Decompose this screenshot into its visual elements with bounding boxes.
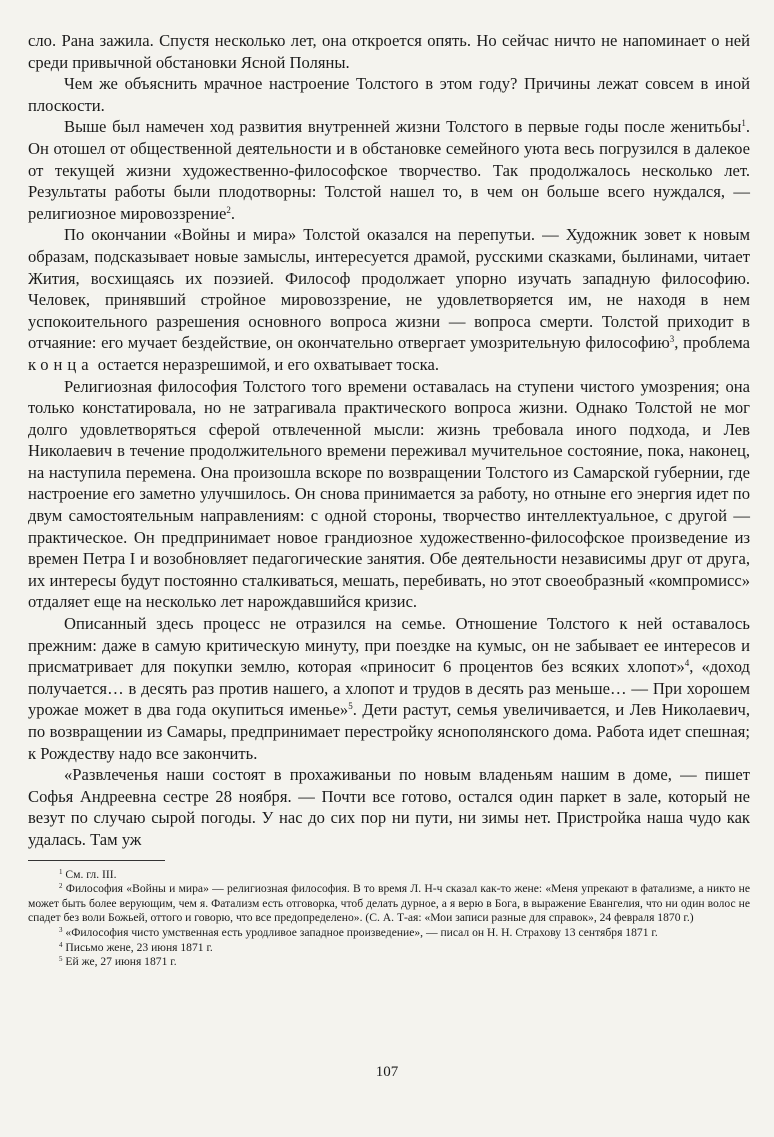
text-run: Описанный здесь процесс не отразился на семье. Отношение Толстого к ней оставалось прежним: даже в самую критическую минуту, при поездке на кумыс, он не забывает ее интересов и присматривает для покупки землю, которая «приносит 6 процентов без всяких хлопот» — [28, 614, 750, 677]
footnote — [28, 882, 750, 926]
footnote-ref: 5 — [59, 955, 63, 964]
text-run: По окончании «Войны и мира» Толстой оказался на перепутьи. — Художник зовет к новым образам, подсказывает новые замыслы, интересуется драмой, русскими сказками, былинами, читает Жития, восхищаясь их поэзией. Философ продолжает упорно изучать западную философию. Человек, принявший стройное мировоззрение, не удовлетворяется им, не находя в нем успокоительного разрешения основного вопроса жизни — вопроса смерти. Толстой приходит в отчаяние: его мучает бездействие, он окончательно отвергает умозрительную философию — [28, 225, 750, 353]
footnote — [28, 955, 750, 970]
text-run: Ей же, 27 июня 1871 г. — [62, 955, 177, 969]
spaced-word: конца — [28, 354, 94, 374]
footnote-ref: 3 — [669, 334, 675, 345]
text-run: Чем же объяснить мрачное настроение Толстого в этом году? Причины лежат совсем в иной плоскости. — [28, 74, 750, 115]
text-run: , «доход получается… в десять раз против нашего, а хлопот и трудов в десять раз меньше… — При хорошем урожае может в два года окупиться именье» — [28, 657, 750, 720]
footnote — [28, 926, 750, 941]
text-run: «Развлеченья наши состоят в прохаживаньи по новым владеньям нашим в доме, — пишет Софья Андреевна сестре 28 ноября. — Почти все готово, остался один паркет в зале, который не везут по случаю сырой погоды. У нас до сих пор ни пути, ни зимы нет. Пристройка наша чудо как удалась. Там уж — [28, 765, 750, 849]
text-run: «Философия чисто умственная есть уродливое западное произведение», — писал он Н. Н. Страхову 13 сентября 1871 г. — [62, 925, 658, 939]
footnote — [28, 941, 750, 956]
footnote-ref: 2 — [226, 204, 231, 215]
footnotes — [28, 868, 750, 970]
body-text — [28, 30, 750, 851]
footnote-ref: 1 — [59, 867, 63, 876]
text-run: . — [230, 203, 236, 223]
text-run: Письмо жене, 23 июня 1871 г. — [62, 940, 213, 954]
footnote-ref: 3 — [59, 925, 63, 934]
text-run: . Он отошел от общественной деятельности и в обстановке семейного уюта весь погрузился в далекое от текущей жизни художественно-философское творчество. Так продолжалось несколько лет. Результаты работы были плодотворны: Толстой нашел то, в чем он больше всего нуждался, — религиозное мировоззрение — [28, 117, 750, 223]
paragraph — [28, 376, 750, 614]
paragraph — [28, 30, 750, 73]
footnote-ref: 5 — [348, 701, 353, 712]
paragraph — [28, 116, 750, 224]
paragraph — [28, 764, 750, 850]
text-run: Философия «Войны и мира» — религиозная философия. В то время Л. Н-ч сказал как-то жене: «Меня упрекают в фатализме, а никто не может быть более верующим, чем я. Фатализм есть отговорка, чтоб делать дурное, а я верю в Бога, в выражение Евангелия, что ни один волос не спадет без воли Божьей, оттого и говорю, что все предопределено». (С. А. Т-ая: «Мои записи разные для справок», 24 февраля 1870 г.) — [28, 882, 750, 925]
text-run: , проблема — [674, 333, 750, 353]
text-run: остается неразрешимой, и его охватывает тоска. — [93, 354, 439, 374]
text-run: Религиозная философия Толстого того времени оставалась на ступени чистого умозрения; она только констатировала, но не затрагивала практического вопроса жизни. Однако Толстой не мог долго удовлетворяться сферой отвлеченной мысли: жизнь требовала иного подхода, и Лев Николаевич в течение продолжительного времени переживал мучительное состояние, пока, наконец, на наступила перемена. Она произошла вскоре по возвращении Толстого из Самарской губернии, где настроение его заметно улучшилось. Он снова принимается за работу, но отныне его энергия идет по двум самостоятельным направлениям: с одной стороны, творчество интеллектуальное, с другой — практическое. Он предпринимает новое грандиозное художественно-философское произведение из времен Петра I и возобновляет педагогические занятия. Обе деятельности независимы друг от друга, их интересы будут постоянно сталкиваться, мешать, перебивать, но этот своеобразный «компромисс» отдаляет еще на несколько лет нарождавшийся кризис. — [28, 376, 750, 612]
footnote-rule — [28, 860, 165, 861]
footnote-ref: 1 — [741, 118, 746, 129]
footnote-ref: 2 — [59, 882, 63, 891]
page-number: 107 — [375, 1064, 399, 1080]
footnote-ref: 4 — [684, 658, 690, 669]
paragraph — [28, 73, 750, 116]
text-run: См. гл. III. — [62, 867, 117, 881]
text-run: Выше был намечен ход развития внутренней жизни Толстого в первые годы после женитьбы — [64, 117, 742, 137]
text-run: сло. Рана зажила. Спустя несколько лет, она откроется опять. Но сейчас ничто не напоминает о ней среди привычной обстановки Ясной Поляны. — [28, 31, 750, 72]
paragraph — [28, 613, 750, 764]
page — [28, 30, 750, 970]
paragraph — [28, 224, 750, 375]
footnote-ref: 4 — [59, 940, 63, 949]
text-run: . Дети растут, семья увеличивается, и Лев Николаевич, по возвращении из Самары, предпринимает перестройку яснополянского дома. Работа идет спешная; к Рождеству надо все закончить. — [28, 700, 750, 763]
footnote — [28, 868, 750, 883]
